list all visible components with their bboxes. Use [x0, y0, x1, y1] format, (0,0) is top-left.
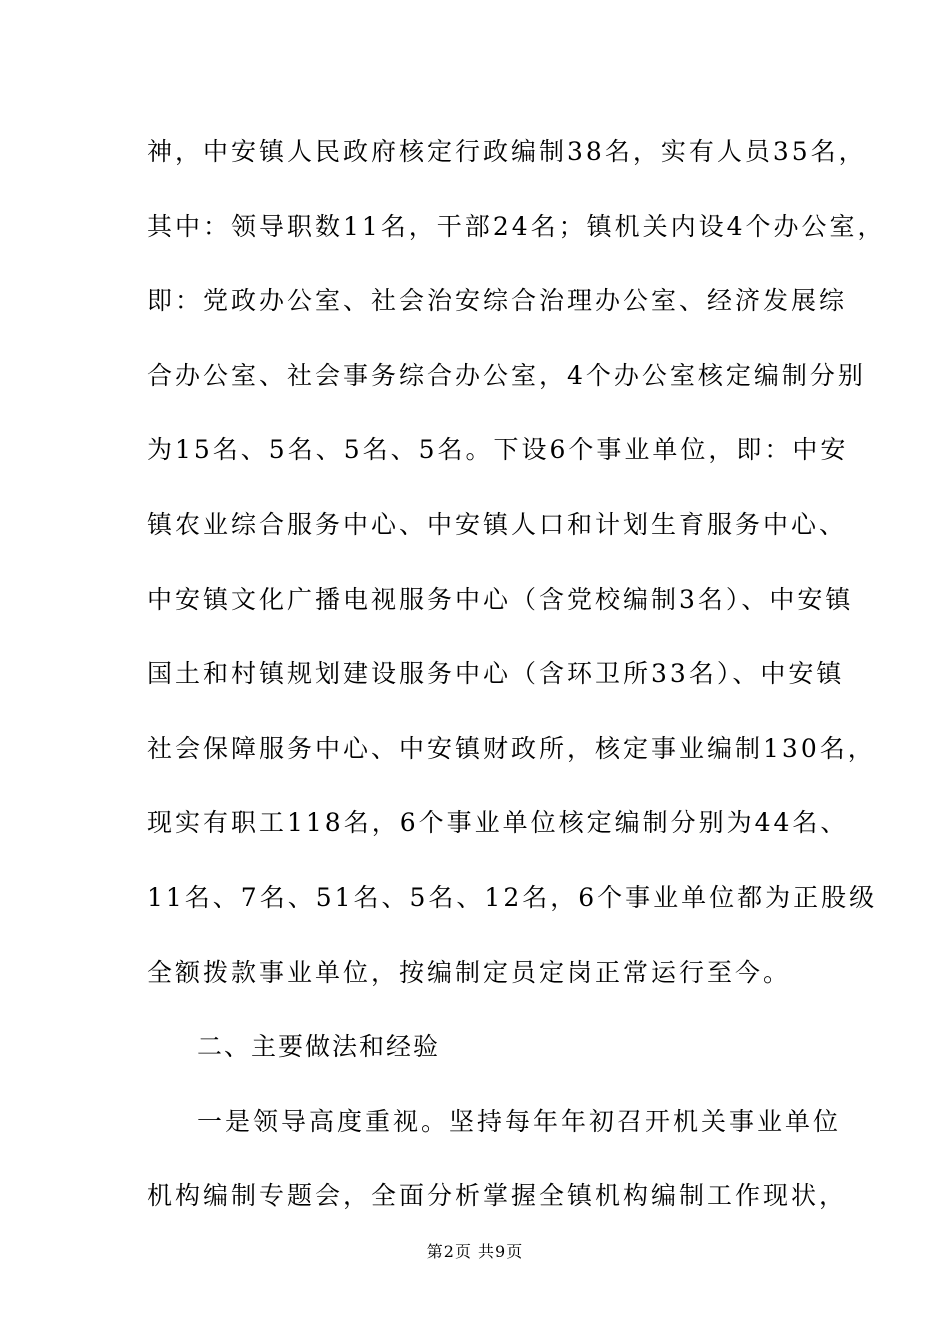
text-line: 机构编制专题会，全面分析掌握全镇机构编制工作现状，: [147, 1181, 848, 1211]
text-line: 合办公室、社会事务综合办公室，4个办公室核定编制分别: [147, 360, 866, 390]
text-line: 社会保障服务中心、中安镇财政所，核定事业编制130名，: [147, 733, 876, 763]
text-line: 国土和村镇规划建设服务中心（含环卫所33名）、中安镇: [147, 659, 845, 689]
text-line: 其中：领导职数11名，干部24名；镇机关内设4个办公室，: [147, 211, 886, 241]
text-line: 镇农业综合服务中心、中安镇人口和计划生育服务中心、: [147, 509, 848, 539]
text-line: 全额拨款事业单位，按编制定员定岗正常运行至今。: [147, 957, 792, 987]
page-footer: 第2页 共9页: [426, 1242, 524, 1261]
text-line: 一是领导高度重视。坚持每年年初召开机关事业单位: [197, 1106, 842, 1136]
text-line: 神，中安镇人民政府核定行政编制38名，实有人员35名，: [147, 137, 867, 166]
section-heading: 二、主要做法和经验: [197, 1032, 441, 1062]
document-body: [147, 130, 886, 1249]
text-line: 11名、7名、51名、5名、12名，6个事业单位都为正股级: [147, 882, 878, 912]
text-line: 现实有职工118名，6个事业单位核定编制分别为44名、: [147, 808, 849, 838]
text-line: 为15名、5名、5名、5名。下设6个事业单位，即：中安: [147, 435, 849, 465]
text-line: 即：党政办公室、社会治安综合治理办公室、经济发展综: [147, 286, 848, 316]
text-line: 中安镇文化广播电视服务中心（含党校编制3名）、中安镇: [147, 584, 854, 614]
